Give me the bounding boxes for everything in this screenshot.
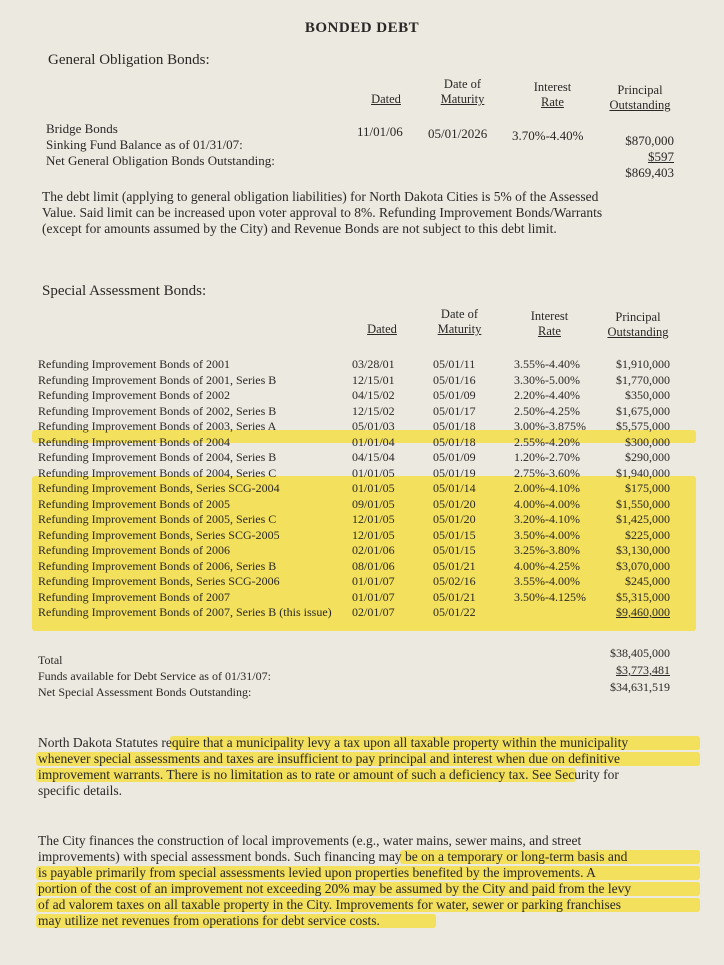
sa-row-rate: 3.55%-4.00%	[514, 574, 580, 588]
sa-total-label: Total	[38, 653, 63, 667]
sa-row-maturity: 05/01/20	[433, 512, 476, 526]
sa-row-name: Refunding Improvement Bonds of 2002	[38, 388, 230, 402]
sa-row-name: Refunding Improvement Bonds of 2007	[38, 589, 230, 604]
sa-row-dated: 02/01/06	[352, 543, 395, 557]
go-row1-label: Bridge Bonds	[46, 121, 118, 136]
document-title: BONDED DEBT	[304, 20, 420, 36]
sa-row-maturity: 05/01/15	[433, 527, 476, 542]
sa-row-name: Refunding Improvement Bonds of 2006	[38, 543, 230, 557]
sa-row-dated: 12/15/01	[352, 372, 395, 387]
sa-row-rate: 1.20%-2.70%	[514, 450, 580, 464]
sa-row-rate: 2.50%-4.25%	[514, 403, 580, 418]
sa-row-dated: 08/01/06	[352, 558, 395, 573]
sa-net-label: Net Special Assessment Bonds Outstanding:	[38, 685, 252, 699]
sa-row-principal: $225,000	[625, 527, 670, 542]
sa-row-principal: $350,000	[625, 388, 670, 402]
sa-row-dated: 01/01/04	[352, 434, 395, 449]
sa-row-dated: 01/01/07	[352, 589, 395, 604]
sa-row-rate: 3.25%-3.80%	[514, 543, 580, 557]
statutes-paragraph: North Dakota Statutes require that a municipality levy a tax upon all taxable property within the municipality whenever special assessments and taxes are insufficient to pay principal and interest when due on definitive improvement warrants. There is no limitation as to rate or amount of such a deficiency tax. See Security for specific details.	[38, 735, 629, 798]
go-row1-dated: 11/01/06	[357, 124, 403, 139]
sa-row-principal: $245,000	[625, 574, 670, 588]
sa-row-rate: 4.00%-4.00%	[514, 496, 580, 511]
sa-heading: Special Assessment Bonds:	[42, 283, 207, 299]
sa-row-dated: 02/01/07	[352, 605, 395, 619]
sa-row-principal: $300,000	[625, 434, 670, 449]
sa-row-dated: 12/15/02	[352, 403, 395, 418]
sa-row-maturity: 05/01/15	[433, 543, 476, 557]
sa-row-rate: 3.50%-4.00%	[514, 527, 580, 542]
sa-row-maturity: 05/01/14	[433, 481, 476, 495]
go-row2-label: Sinking Fund Balance as of 01/31/07:	[46, 137, 243, 152]
sa-row-maturity: 05/01/18	[433, 419, 476, 433]
go-col-rate: Interest Rate	[533, 80, 572, 109]
sa-row-dated: 04/15/02	[352, 388, 395, 402]
sa-row-name: Refunding Improvement Bonds of 2001	[38, 357, 230, 371]
sa-row-maturity: 05/01/21	[433, 589, 476, 604]
sa-row-rate: 3.55%-4.40%	[514, 357, 580, 371]
go-row3-label: Net General Obligation Bonds Outstanding:	[46, 153, 275, 168]
sa-col-rate: Interest Rate	[530, 309, 569, 338]
sa-row-principal: $1,910,000	[616, 357, 670, 371]
sa-row-name: Refunding Improvement Bonds of 2001, Series B	[38, 372, 277, 387]
sa-row-rate: 3.50%-4.125%	[514, 589, 586, 604]
sa-row-maturity: 05/01/22	[433, 605, 476, 619]
go-row1-maturity: 05/01/2026	[428, 126, 488, 141]
sa-row-name: Refunding Improvement Bonds of 2007, Series B (this issue)	[38, 605, 332, 619]
sa-row-principal: $5,315,000	[616, 589, 670, 604]
sa-row-name: Refunding Improvement Bonds of 2002, Series B	[38, 403, 277, 418]
sa-col-dated: Dated	[367, 322, 397, 336]
sa-row-rate: 2.55%-4.20%	[514, 434, 580, 449]
sa-row-name: Refunding Improvement Bonds of 2005	[38, 496, 230, 511]
go-col-maturity: Date of Maturity	[440, 77, 485, 106]
sa-row-dated: 05/01/03	[352, 419, 395, 433]
finance-paragraph: The City finances the construction of local improvements (e.g., water mains, sewer mains, and street improvements) with special assessment bonds. Such financing may be on a temporary or long-term basis and is payable primarily from special assessments levied upon properties benefited by the improvements. A portion of the cost of an improvement not exceeding 20% may be assumed by the City and paid from the levy of ad valorem taxes on all taxable property in the City. Improvements for water, sewer or parking franchises may utilize net revenues from operations for debt service costs.	[38, 833, 632, 928]
sa-row-rate: 3.00%-3.875%	[514, 419, 586, 433]
sa-row-rate: 3.30%-5.00%	[514, 372, 580, 387]
sa-row-principal: $1,550,000	[616, 496, 670, 511]
sa-row-principal: $3,130,000	[616, 543, 670, 557]
sa-row-dated: 04/15/04	[352, 450, 395, 464]
sa-row-maturity: 05/01/09	[433, 388, 476, 402]
sa-row-principal: $1,675,000	[616, 403, 670, 418]
sa-row-name: Refunding Improvement Bonds of 2006, Series B	[38, 558, 277, 573]
sa-row-rate: 3.20%-4.10%	[514, 512, 580, 526]
sa-row-maturity: 05/01/17	[433, 403, 476, 418]
sa-row-maturity: 05/01/11	[433, 357, 476, 371]
go-row1-rate: 3.70%-4.40%	[512, 128, 584, 143]
sa-row-maturity: 05/01/19	[433, 465, 476, 480]
go-col-dated: Dated	[371, 92, 401, 106]
sa-row-name: Refunding Improvement Bonds of 2004, Series B	[38, 450, 277, 464]
sa-row-maturity: 05/01/16	[433, 372, 476, 387]
go-row1-principal: $870,000	[625, 133, 674, 148]
sa-row-dated: 03/28/01	[352, 357, 395, 371]
sa-row-name: Refunding Improvement Bonds of 2005, Series C	[38, 512, 277, 526]
sa-row-dated: 01/01/05	[352, 481, 395, 495]
go-col-principal: Principal Outstanding	[609, 83, 671, 112]
sa-row-dated: 09/01/05	[352, 496, 395, 511]
sa-row-rate: 2.00%-4.10%	[514, 481, 580, 495]
sa-col-maturity: Date of Maturity	[437, 307, 482, 336]
sa-row-name: Refunding Improvement Bonds, Series SCG-2005	[38, 527, 280, 542]
sa-row-name: Refunding Improvement Bonds of 2004	[38, 434, 230, 449]
sa-funds-label: Funds available for Debt Service as of 01/31/07:	[38, 669, 271, 683]
go-heading: General Obligation Bonds:	[48, 52, 210, 68]
go-row2-principal: $597	[648, 149, 674, 164]
debt-limit-paragraph: The debt limit (applying to general obligation liabilities) for North Dakota Cities is 5% of the Assessed Value. Said limit can be increased upon voter approval to 8%. Refunding Improvement Bonds/Warrants (except for amounts assumed by the City) and Revenue Bonds are not subject to this debt limit.	[42, 189, 603, 236]
go-row3-principal: $869,403	[625, 165, 674, 180]
sa-row-maturity: 05/01/09	[433, 450, 476, 464]
sa-row-maturity: 05/01/20	[433, 496, 476, 511]
sa-row-name: Refunding Improvement Bonds of 2003, Series A	[38, 419, 277, 433]
sa-row-name: Refunding Improvement Bonds of 2004, Series C	[38, 465, 277, 480]
sa-row-principal: $1,940,000	[616, 465, 670, 480]
sa-row-principal: $5,575,000	[616, 419, 670, 433]
sa-funds-value: $3,773,481	[616, 663, 670, 677]
sa-row-rate: 2.20%-4.40%	[514, 388, 580, 402]
sa-row-name: Refunding Improvement Bonds, Series SCG-2004	[38, 481, 280, 495]
sa-row-rate: 2.75%-3.60%	[514, 465, 580, 480]
sa-row-dated: 01/01/05	[352, 465, 395, 480]
sa-row-principal: $290,000	[625, 450, 670, 464]
sa-row-maturity: 05/02/16	[433, 574, 476, 588]
sa-row-dated: 01/01/07	[352, 574, 395, 588]
sa-total-value: $38,405,000	[610, 646, 670, 660]
sa-row-rate: 4.00%-4.25%	[514, 558, 580, 573]
sa-row-maturity: 05/01/21	[433, 558, 476, 573]
sa-row-principal: $9,460,000	[616, 605, 670, 619]
sa-row-principal: $175,000	[625, 481, 670, 495]
sa-row-maturity: 05/01/18	[433, 434, 476, 449]
sa-row-principal: $1,770,000	[616, 372, 670, 387]
sa-row-dated: 12/01/05	[352, 527, 395, 542]
sa-col-principal: Principal Outstanding	[607, 310, 669, 339]
sa-row-dated: 12/01/05	[352, 512, 395, 526]
sa-row-name: Refunding Improvement Bonds, Series SCG-2006	[38, 574, 280, 588]
sa-net-value: $34,631,519	[610, 680, 670, 694]
sa-row-principal: $3,070,000	[616, 558, 670, 573]
sa-row-principal: $1,425,000	[616, 512, 670, 526]
